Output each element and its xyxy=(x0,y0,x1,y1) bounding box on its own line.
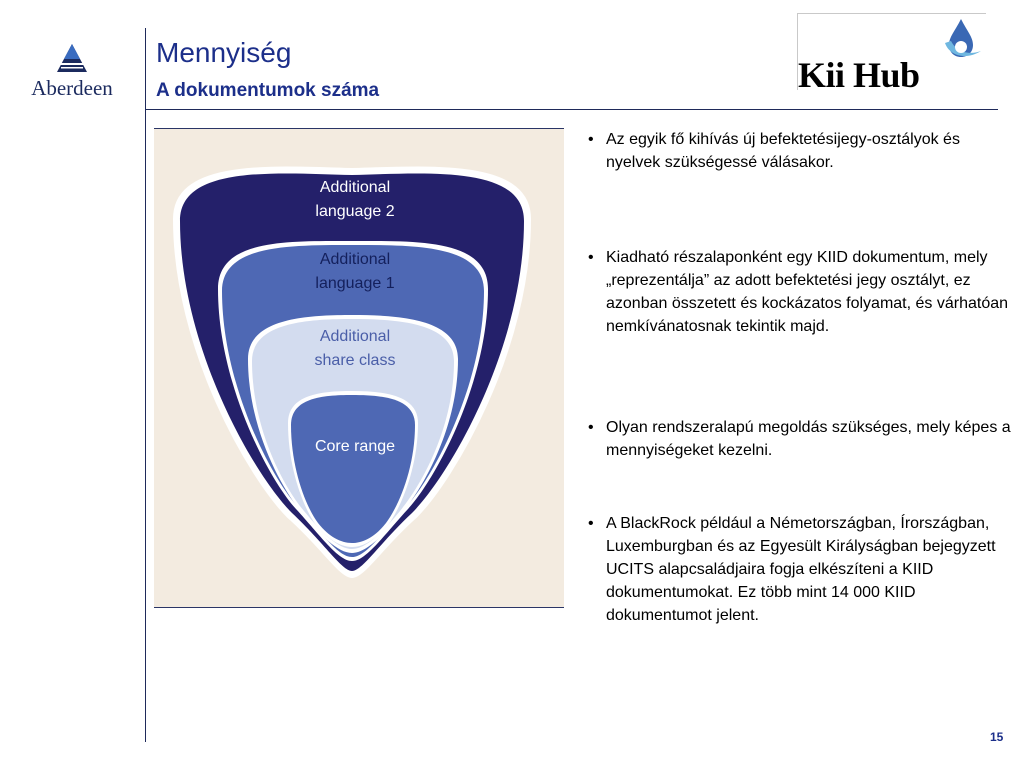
bullet-item: • Olyan rendszeralapú megoldás szükséges, mely képes a mennyiségeket kezelni. xyxy=(588,419,1011,459)
label-core-range: Core range xyxy=(314,438,396,455)
aberdeen-logo xyxy=(20,42,124,104)
bullet-item: • Az egyik fő kihívás új befektetésijegy-osztályok és nyelvek szükségessé válásakor. xyxy=(588,131,960,171)
label-language-2: Additional language 2 xyxy=(315,179,395,220)
label-share-class: Additional share class xyxy=(314,328,396,369)
kii-hub-brand-text: Kii Hub xyxy=(798,55,920,95)
bullet-item: • A BlackRock például a Németországban, Írországban, Luxemburgban és az Egyesült Királyságban bejegyzett UCITS alapcsaládjaira fogja elkészíteni a KIID dokumentumokat. Ez több mint 14 000 KIID dokumentumot jelent. xyxy=(588,515,996,624)
aberdeen-mark-icon xyxy=(20,42,124,76)
page-subtitle: A dokumentumok száma xyxy=(156,80,380,101)
aberdeen-brand-text: Aberdeen xyxy=(31,76,113,100)
page-title: Mennyiség xyxy=(156,37,292,68)
kii-hub-drop-icon xyxy=(935,17,985,65)
page-number: 15 xyxy=(990,730,1004,744)
vertical-divider xyxy=(145,28,146,742)
kii-hub-logo xyxy=(797,13,986,95)
layers-diagram xyxy=(154,128,564,608)
header-divider xyxy=(146,109,998,110)
bullet-item: • Kiadható részalaponként egy KIID dokumentum, mely „reprezentálja” az adott befektetési jegy osztályt, ez azonban összetett és kockázatos folyamat, és várhatóan nemkívánatosnak tekintik majd. xyxy=(588,249,1009,335)
label-language-1: Additional language 1 xyxy=(315,251,395,292)
